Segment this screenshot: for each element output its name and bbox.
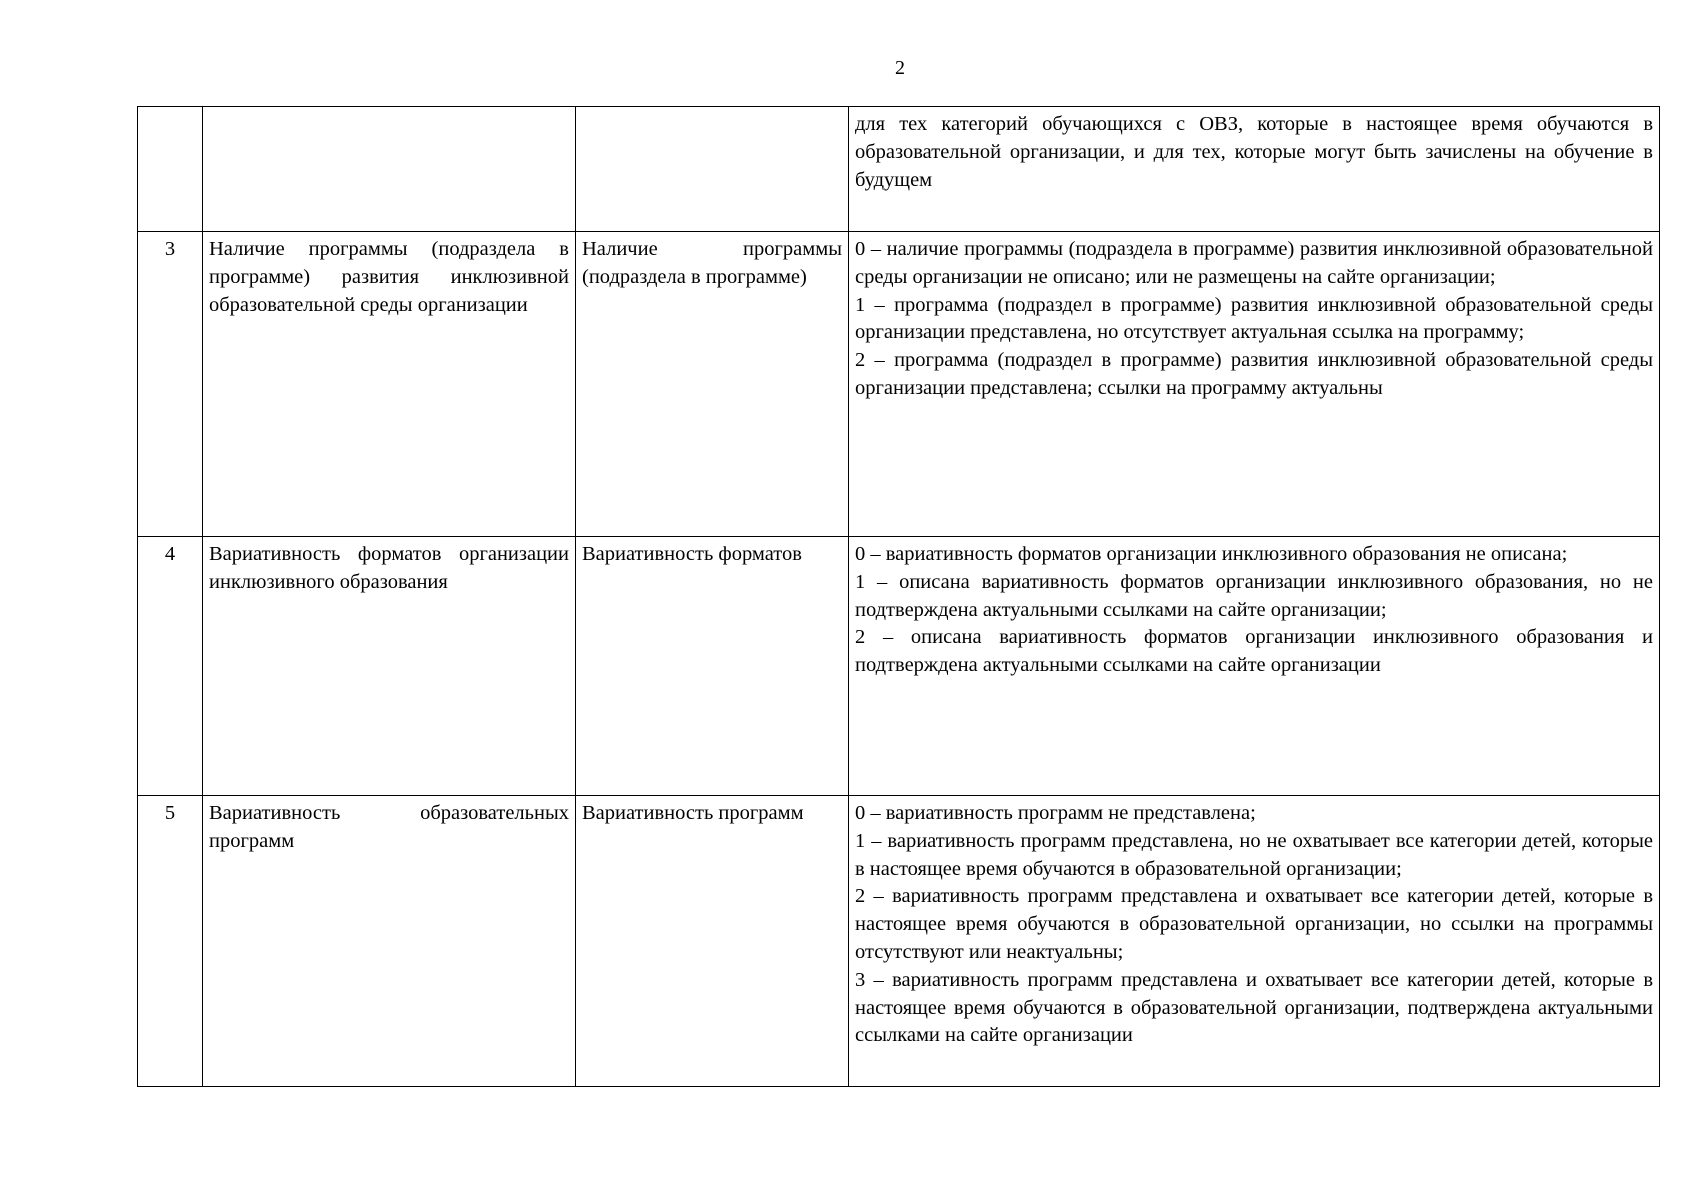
scoring-criteria: [849, 107, 1660, 232]
indicator-short-name: [576, 107, 849, 232]
indicator-name: Наличие программы (подраздела в программе) развития инклюзивной образовательной среды организации: [203, 232, 576, 537]
scoring-criteria: [849, 537, 1660, 796]
indicator-name: [203, 107, 576, 232]
row-number: 4: [138, 537, 203, 796]
criteria-item: 1 – программа (подраздел в программе) развития инклюзивной образовательной среды организации представлена, но отсутствует актуальная ссылка на программу;: [855, 293, 1653, 344]
table-row: [138, 537, 1660, 796]
row-number: [138, 107, 203, 232]
indicator-short-name: Наличие программы (подраздела в программе): [576, 232, 849, 537]
criteria-item: 2 – описана вариативность форматов организации инклюзивного образования и подтверждена актуальными ссылками на сайте организации: [855, 626, 1653, 677]
table-row: [138, 796, 1660, 1087]
indicator-short-name: Вариативность программ: [576, 796, 849, 1087]
scoring-criteria: [849, 796, 1660, 1087]
criteria-item: для тех категорий обучающихся с ОВЗ, которые в настоящее время обучаются в образовательной организации, и для тех, которые могут быть зачислены на обучение в будущем: [855, 113, 1653, 191]
criteria-item: 1 – описана вариативность форматов организации инклюзивного образования, но не подтверждена актуальными ссылками на сайте организации;: [855, 570, 1653, 621]
indicator-name: Вариативность форматов организации инклюзивного образования: [203, 537, 576, 796]
indicator-short-name: Вариативность форматов: [576, 537, 849, 796]
indicator-name: Вариативность образовательных программ: [203, 796, 576, 1087]
table-row: [138, 107, 1660, 232]
criteria-item: 0 – вариативность форматов организации инклюзивного образования не описана;: [855, 543, 1568, 565]
criteria-item: 3 – вариативность программ представлена и охватывает все категории детей, которые в настоящее время обучаются в образовательной организации, подтверждена актуальными ссылками на сайте организации: [855, 968, 1653, 1047]
criteria-item: 1 – вариативность программ представлена, но не охватывает все категории детей, которые в настоящее время обучаются в образовательной организации;: [855, 829, 1653, 880]
criteria-table: [137, 106, 1660, 1087]
row-number: 3: [138, 232, 203, 537]
criteria-item: 2 – программа (подраздел в программе) развития инклюзивной образовательной среды организации представлена; ссылки на программу актуальны: [855, 349, 1653, 399]
table-row: [138, 232, 1660, 537]
scoring-criteria: [849, 232, 1660, 537]
page-number: 2: [895, 57, 905, 79]
row-number: 5: [138, 796, 203, 1087]
criteria-item: 0 – наличие программы (подраздела в программе) развития инклюзивной образовательной среды организации не описано; или не размещены на сайте организации;: [855, 238, 1653, 288]
criteria-item: 0 – вариативность программ не представлена;: [855, 802, 1256, 824]
criteria-item: 2 – вариативность программ представлена и охватывает все категории детей, которые в настоящее время обучаются в образовательной организации, но ссылки на программы отсутствуют или неактуальны;: [855, 885, 1653, 963]
